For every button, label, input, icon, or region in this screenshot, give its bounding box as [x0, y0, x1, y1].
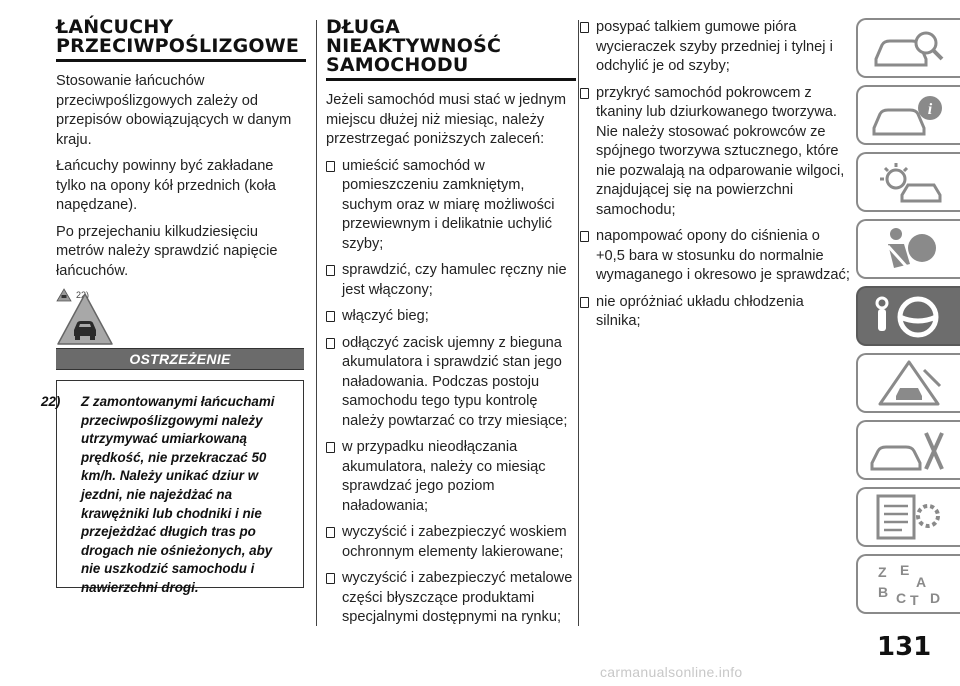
- list-item: sprawdzić, czy hamulec ręczny nie jest włączony;: [326, 261, 576, 300]
- tab-index[interactable]: [856, 554, 960, 614]
- warning-box: [41, 380, 304, 595]
- key-steering-wheel-icon: [866, 291, 952, 341]
- chapter-tabs: [856, 18, 960, 621]
- car-maintenance-icon: [866, 425, 952, 475]
- column-divider: [578, 20, 579, 626]
- checklist-continued: [580, 18, 850, 332]
- section-heading-snow-chains: ŁAŃCUCHY PRZECIWPOŚLIZGOWE: [56, 18, 306, 62]
- paragraph: Po przejechaniu kilkudziesięciu metrów należy sprawdzić napięcie łańcuchów.: [56, 223, 278, 279]
- svg-text:i: i: [927, 101, 933, 118]
- intro-paragraph: Jeżeli samochód musi stać w jednym miejscu dłużej niż miesiąc, należy przestrzegać poniższych zaleceń:: [326, 92, 567, 147]
- column-long-inactivity: [326, 18, 576, 635]
- list-item: posypać talkiem gumowe pióra wycieraczek szyby przedniej i tylnej i odchylić je od szyby;: [580, 18, 850, 77]
- warning-triangle-car-icon: [56, 292, 114, 346]
- specifications-icon: [866, 492, 952, 542]
- checkbox-bullet-icon: [326, 265, 335, 276]
- checkbox-bullet-icon: [580, 88, 589, 99]
- dashboard-lights-icon: [866, 157, 952, 207]
- alphabetical-index-icon: [866, 559, 952, 609]
- reference-number: 22): [76, 290, 90, 300]
- tab-knowing-your-car[interactable]: [856, 85, 960, 145]
- svg-text:C: C: [896, 590, 907, 606]
- page-number: 131: [877, 632, 932, 662]
- car-warning-icon: [866, 358, 952, 408]
- svg-text:A: A: [916, 574, 927, 590]
- paragraph: Łańcuchy powinny być zakładane tylko na opony kół przednich (koła napędzane).: [56, 158, 276, 213]
- column-divider: [316, 20, 317, 626]
- list-item: przykryć samochód pokrowcem z tkaniny lub dziurkowanego tworzywa. Nie należy stosować pokrowców ze spójnego tworzywa sztucznego, które nie pozwalają na odparowanie wilgoci, znajdującej się na powierzchni samochodu;: [580, 84, 850, 221]
- svg-text:D: D: [930, 590, 941, 606]
- checklist: [326, 157, 576, 628]
- checkbox-bullet-icon: [326, 573, 335, 584]
- watermark: carmanualsonline.info: [600, 664, 743, 680]
- paragraph: Stosowanie łańcuchów przeciwpoślizgowych zależy od przepisów obowiązujących w danym kraju.: [56, 73, 292, 148]
- tab-in-an-emergency[interactable]: [856, 353, 960, 413]
- list-item: nie opróżniać układu chłodzenia silnika;: [580, 293, 850, 332]
- checkbox-bullet-icon: [580, 22, 589, 33]
- list-item: odłączyć zacisk ujemny z bieguna akumulatora i sprawdzić stan jego naładowania. Podczas postoju samochodu tego typu kontrolę należy powtarzać co trzy miesiące;: [326, 334, 576, 432]
- tab-safety[interactable]: [856, 219, 960, 279]
- list-item: wyczyścić i zabezpieczyć metalowe części błyszczące produktami specjalnymi dostępnymi na rynku;: [326, 569, 576, 628]
- car-info-icon: [866, 90, 952, 140]
- warning-text-block: [41, 381, 303, 598]
- list-item: wyczyścić i zabezpieczyć woskiem ochronnym elementy lakierowane;: [326, 523, 576, 562]
- svg-text:Z: Z: [878, 564, 887, 580]
- section-heading-long-inactivity: DŁUGA NIEAKTYWNOŚĆ SAMOCHODU: [326, 18, 576, 81]
- svg-text:E: E: [900, 562, 910, 578]
- svg-text:T: T: [910, 592, 919, 608]
- list-item: umieścić samochód w pomieszczeniu zamkniętym, suchym oraz w miarę możliwości przewiewnym i delikatnie uchylić szyby;: [326, 157, 576, 255]
- tab-getting-to-know[interactable]: [856, 18, 960, 78]
- checkbox-bullet-icon: [326, 311, 335, 322]
- svg-text:B: B: [878, 584, 889, 600]
- tab-warning-lights[interactable]: [856, 152, 960, 212]
- checkbox-bullet-icon: [326, 442, 335, 453]
- column-continued: [580, 18, 850, 339]
- car-search-icon: [866, 23, 952, 73]
- list-item: w przypadku nieodłączania akumulatora, należy co miesiąc sprawdzać jego poziom naładowania;: [326, 438, 576, 516]
- airbag-safety-icon: [866, 224, 952, 274]
- tab-technical-specifications[interactable]: [856, 487, 960, 547]
- checkbox-bullet-icon: [326, 338, 335, 349]
- tab-servicing-and-maintenance[interactable]: [856, 420, 960, 480]
- tab-starting-and-driving[interactable]: [856, 286, 960, 346]
- warning-number: 22): [41, 394, 61, 409]
- list-item: napompować opony do ciśnienia o +0,5 bara w stosunku do normalnie wymaganego i okresowo je sprawdzać;: [580, 227, 850, 286]
- warning-text: Z zamontowanymi łańcuchami przeciwpoślizgowymi należy utrzymywać umiarkowaną prędkość, nie przekraczać 50 km/h. Należy unikać dziur w jezdni, nie najeżdżać na krawężniki lub chodniki i nie przejeżdżać długich tras po drogach nie ośnieżonych, aby nie uszkodzić samochodu i nawierzchni drogi.: [81, 394, 275, 595]
- warning-banner: OSTRZEŻENIE: [56, 348, 304, 370]
- checkbox-bullet-icon: [326, 161, 335, 172]
- checkbox-bullet-icon: [326, 527, 335, 538]
- column-snow-chains: [56, 18, 306, 302]
- checkbox-bullet-icon: [580, 231, 589, 242]
- list-item: włączyć bieg;: [326, 307, 576, 327]
- checkbox-bullet-icon: [580, 297, 589, 308]
